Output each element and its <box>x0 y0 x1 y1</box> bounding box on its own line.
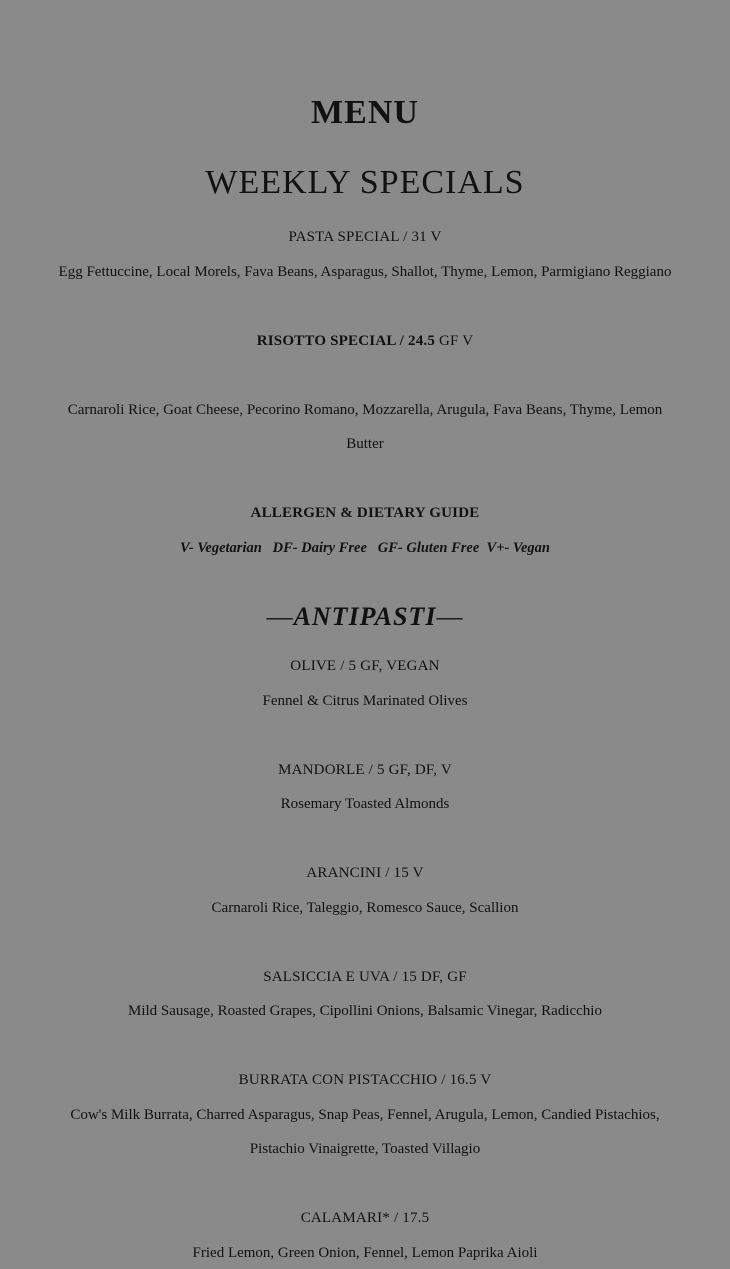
menu-item-heading: CALAMARI* / 17.5 <box>300 1210 430 1226</box>
risotto-special-heading <box>0 331 730 351</box>
menu-item-description: Mild Sausage, Roasted Grapes, Cipollini Onions, Balsamic Vinegar, Radicchio <box>128 1003 602 1019</box>
antipasti-section-title <box>0 600 730 634</box>
allergen-guide-legend: V- Vegetarian DF- Dairy Free GF- Gluten Free V+- Vegan <box>180 540 550 556</box>
antipasti-dash-right: — <box>436 602 464 631</box>
menu-item-description: Carnaroli Rice, Taleggio, Romesco Sauce, Scallion <box>211 900 519 916</box>
menu-item-description-line2: Pistachio Vinaigrette, Toasted Villagio <box>249 1141 481 1157</box>
menu-item-description: Fried Lemon, Green Onion, Fennel, Lemon Paprika Aioli <box>192 1245 538 1261</box>
menu-item-heading: OLIVE / 5 GF, VEGAN <box>290 658 440 674</box>
risotto-description-line2: Butter <box>346 436 384 452</box>
menu-item-heading: MANDORLE / 5 GF, DF, V <box>278 762 452 778</box>
menu-item-description: Cow's Milk Burrata, Charred Asparagus, Snap Peas, Fennel, Arugula, Lemon, Candied Pistachios, <box>70 1107 660 1123</box>
risotto-special-name: RISOTTO SPECIAL / 24.5 <box>256 333 436 349</box>
menu-item-heading: BURRATA CON PISTACCHIO / 16.5 V <box>238 1072 492 1088</box>
pasta-special-description: Egg Fettuccine, Local Morels, Fava Beans, Asparagus, Shallot, Thyme, Lemon, Parmigiano Reggiano <box>58 264 672 280</box>
antipasti-title: ANTIPASTI <box>293 602 437 631</box>
menu-item-heading: SALSICCIA E UVA / 15 DF, GF <box>263 969 467 985</box>
risotto-description-line1: Carnaroli Rice, Goat Cheese, Pecorino Romano, Mozzarella, Arugula, Fava Beans, Thyme, Lemon <box>67 402 663 418</box>
menu-item-description: Rosemary Toasted Almonds <box>280 796 450 812</box>
pasta-special-heading: PASTA SPECIAL / 31 V <box>288 229 442 245</box>
antipasti-dash-left: — <box>266 602 294 631</box>
weekly-specials-title: WEEKLY SPECIALS <box>205 164 525 201</box>
menu-title: MENU <box>311 94 419 131</box>
menu-item-description: Fennel & Citrus Marinated Olives <box>262 693 468 709</box>
allergen-guide-heading: ALLERGEN & DIETARY GUIDE <box>250 505 480 521</box>
menu-item-heading: ARANCINI / 15 V <box>306 865 424 881</box>
risotto-special-tags: GF V <box>435 333 474 349</box>
